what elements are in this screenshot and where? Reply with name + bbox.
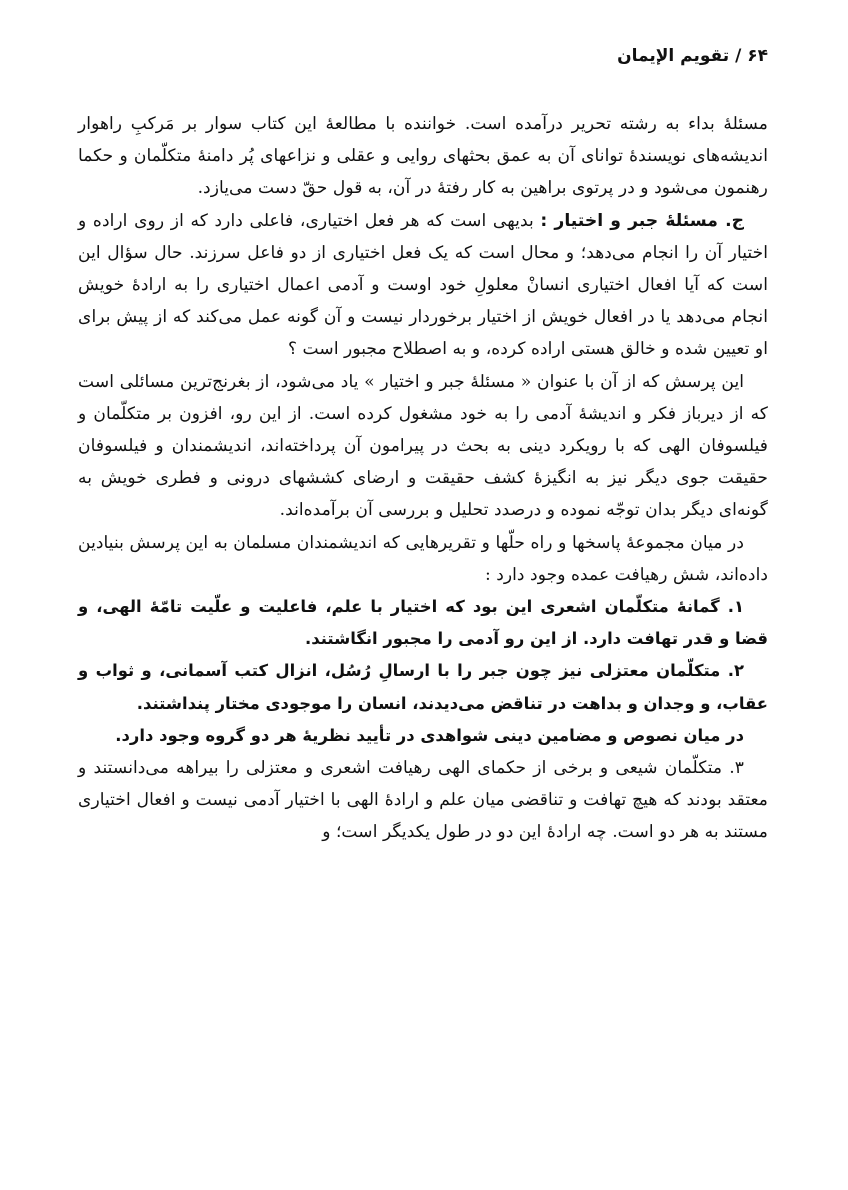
paragraph-question: این پرسش که از آن با عنوان « مسئلهٔ جبر و اختیار » یاد می‌شود، از بغرنج‌ترین مسائلی است که از دیرباز فکر و اندیشهٔ آدمی را به خود مشغول کرده است. از این رو، افزون بر متکلّمان و فیلسوفان الهی که با رویکرد دینی به بحث در پیرامون آن پرداخته‌اند، اندیشمندان و فیلسوفان حقیقت جوی دیگر نیز به انگیزهٔ کشف حقیقت و ارضای کششهای درونی و فطری خویش به گونه‌ای دیگر بدان توجّه نموده و درصدد تحلیل و بررسی آن برآمده‌اند. [78, 371, 768, 521]
section-heading: ج. مسئلهٔ جبر و اختیار : [540, 210, 745, 231]
header-separator: / [735, 46, 742, 66]
page-number: ۶۴ [747, 46, 768, 66]
paragraph-section-c [78, 205, 768, 366]
paragraph-evidence: در میان نصوص و مضامین دینی شواهدی در تأیید نظریهٔ هر دو گروه وجود دارد. [115, 725, 744, 745]
list-item-ashari: ۱. گمانهٔ متکلّمان اشعری این بود که اختیار با علم، فاعلیت و علّیت تامّهٔ الهی، و قضا و قدر تهافت دارد. از این رو آدمی را مجبور انگاشتند. [78, 597, 768, 649]
list-item-mutazili: ۲. متکلّمان معتزلی نیز چون جبر را با ارسالِ رُسُل، انزال کتب آسمانی، و ثواب و عقاب، و وجدان و بداهت در تناقض می‌دیدند، انسان را موجودی مختار پنداشتند. [78, 661, 768, 713]
section-c-text: بدیهی است که هر فعل اختیاری، فاعلی دارد که از روی اراده و اختیار آن را انجام می‌دهد؛ و محال است که یک فعل اختیاری از دو فاعل سرزند. حال سؤال این است که آیا افعال اختیاری انسانْ معلولِ خود اوست و آدمی اعمال اختیاری را به ارادهٔ خویش انجام می‌دهد یا در افعال خویش از اختیار برخوردار نیست و آن گونه عمل می‌کند که از پیش برای او تعیین شده و خالق هستی اراده کرده، و به اصطلاح مجبور است ؟ [78, 210, 768, 360]
paragraph-approaches: در میان مجموعهٔ پاسخها و راه حلّها و تقریرهایی که اندیشمندان مسلمان به این پرسش بنیادین داده‌اند، شش رهیافت عمده وجود دارد : [78, 532, 768, 585]
book-title: تقویم الإیمان [617, 46, 730, 66]
running-header [80, 46, 768, 66]
list-item-shia: ۳. متکلّمان شیعی و برخی از حکمای الهی رهیافت اشعری و معتزلی را بیراهه می‌دانستند و معتقد بودند که هیچ تهافت و تناقضی میان علم و ارادهٔ الهی با اختیار آدمی نیست و افعال اختیاری مستند به هر دو است. چه ارادهٔ این دو در طول یکدیگر است؛ و [78, 758, 768, 843]
page-body [78, 108, 768, 849]
paragraph-intro: مسئلهٔ بداء به رشته تحریر درآمده است. خواننده با مطالعهٔ این کتاب سوار بر مَرکبِ راهوار اندیشه‌های نویسندهٔ توانای آن به عمق بحثهای روایی و عقلی و نزاعهای پُر دامنهٔ متکلّمان و حکما رهنمون می‌شود و در پرتوی براهین به کار رفتهٔ در آن، به قول حقّ دست می‌یازد. [78, 114, 768, 199]
